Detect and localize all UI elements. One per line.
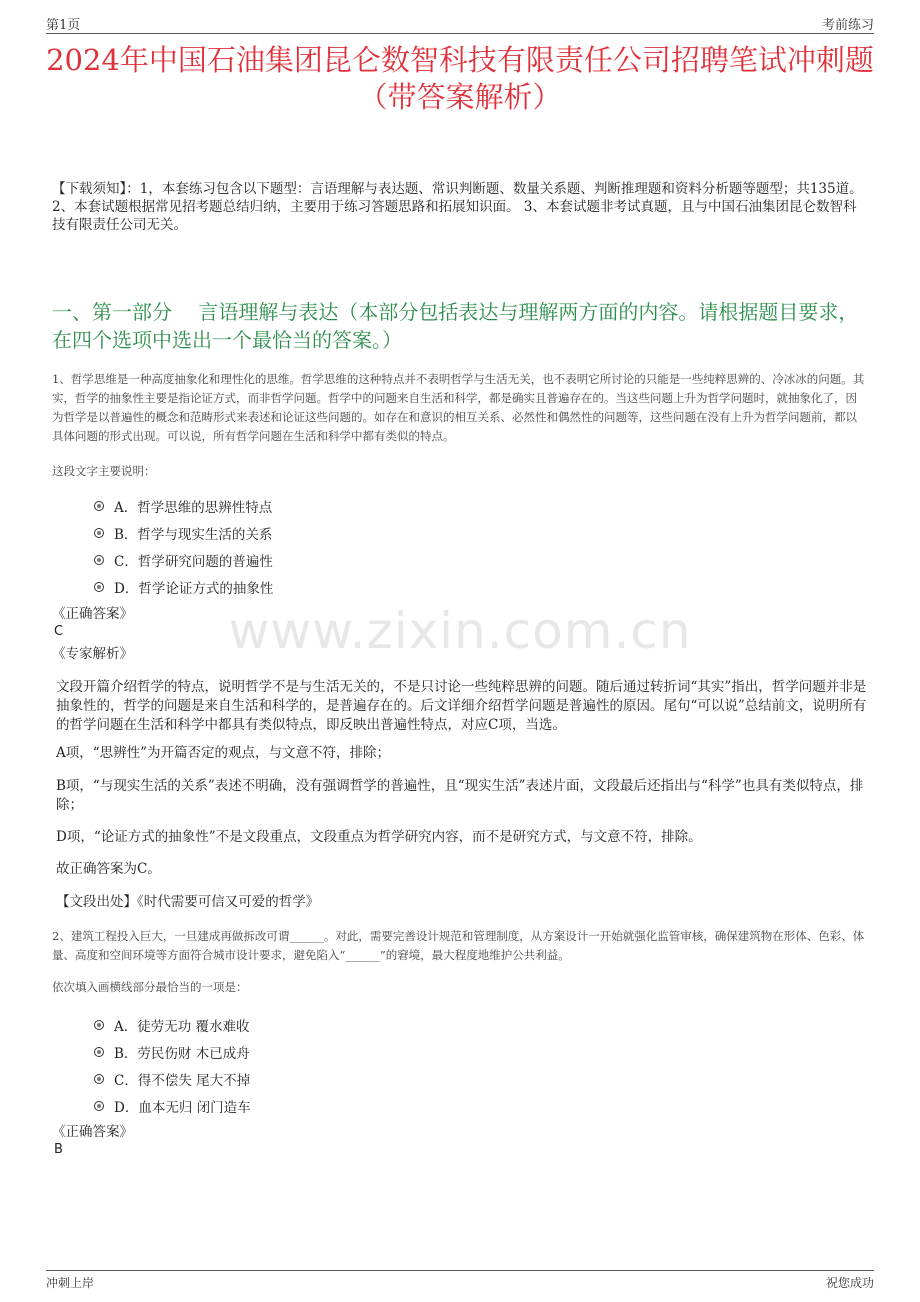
analysis-paragraph: A项，“思辨性”为开篇否定的观点，与文意不符，排除；: [56, 745, 391, 761]
option-c[interactable]: [92, 547, 412, 574]
question-2-prompt: 依次填入画横线部分最恰当的一项是：: [52, 980, 248, 994]
answer-label: 《正确答案》: [52, 1124, 133, 1140]
footer-right: 祝您成功: [825, 1276, 874, 1290]
download-notice: 【下载须知】：1，本套练习包含以下题型：言语理解与表达题、常识判断题、数量关系题、判断推理题和资料分析题等题型；共135道。 2、本套试题根据常见招考题总结归纳，主要用于练习答题思路和拓展知识面。 3、本套试题非考试真题，且与中国石油集团昆仑数智科技有限责任公司无关。: [52, 181, 863, 233]
option-label: C．得不偿失 尾大不掉: [114, 1073, 251, 1089]
answer-label: 《正确答案》: [52, 606, 133, 622]
question-2-text: 2、建筑工程投入巨大，一旦建成再做拆改可谓______。对此，需要完善设计规范和管理制度，从方案设计一开始就强化监管审核，确保建筑物在形体、色彩、体量、高度和空间环境等方面符合城市设计要求，避免陷入“______”的窘境，最大程度地维护公共利益。: [52, 929, 865, 962]
radio-icon[interactable]: [94, 1101, 104, 1111]
option-label: D．血本无归 闭门造车: [114, 1100, 251, 1116]
document-title: 2024年中国石油集团昆仑数智科技有限责任公司招聘笔试冲刺题（带答案解析）: [46, 43, 874, 114]
option-label: A．哲学思维的思辨性特点: [114, 500, 273, 516]
radio-icon[interactable]: [94, 555, 104, 565]
radio-icon[interactable]: [94, 582, 104, 592]
radio-icon[interactable]: [94, 501, 104, 511]
radio-icon[interactable]: [94, 1074, 104, 1084]
watermark: www.zixin.com.cn: [228, 602, 692, 660]
page-number: 第1页: [46, 18, 81, 33]
answer-value: B: [54, 1142, 63, 1157]
question-2-options: [92, 1012, 412, 1120]
radio-icon[interactable]: [94, 1020, 104, 1030]
page-header: [46, 14, 874, 34]
section-heading: 一、第一部分 言语理解与表达（本部分包括表达与理解两方面的内容。请根据题目要求，在四个选项中选出一个最恰当的答案。）: [52, 300, 859, 352]
analysis-paragraph: B项，“与现实生活的关系”表述不明确，没有强调哲学的普遍性，且“现实生活”表述片面，文段最后还指出与“科学”也具有类似特点，排除；: [56, 778, 864, 813]
analysis-paragraph: 文段开篇介绍哲学的特点，说明哲学不是与生活无关的，不是只讨论一些纯粹思辨的问题。随后通过转折词“其实”指出，哲学问题并非是抽象性的，哲学的问题是来自生活和科学的，是普遍存在的。后文详细介绍哲学问题是普遍性的原因。尾句“可以说”总结前文，说明所有的哲学问题在生活和科学中都具有类似特点，即反映出普遍性特点，对应C项，当选。: [56, 679, 867, 733]
radio-icon[interactable]: [94, 1047, 104, 1057]
question-1-options: [92, 493, 412, 601]
option-b[interactable]: [92, 1039, 412, 1066]
source-line: 【文段出处】《时代需要可信又可爱的哲学》: [56, 894, 320, 910]
option-label: A．徒劳无功 覆水难收: [114, 1019, 250, 1035]
option-label: C．哲学研究问题的普遍性: [114, 554, 273, 570]
analysis-paragraph: D项，“论证方式的抽象性”不是文段重点，文段重点为哲学研究内容，而不是研究方式，与文意不符，排除。: [56, 829, 702, 845]
option-d[interactable]: [92, 574, 412, 601]
header-divider: [46, 33, 874, 34]
radio-icon[interactable]: [94, 528, 104, 538]
option-label: D．哲学论证方式的抽象性: [114, 581, 274, 597]
option-a[interactable]: [92, 493, 412, 520]
option-label: B．哲学与现实生活的关系: [114, 527, 273, 543]
footer-divider: [46, 1270, 874, 1271]
question-1-text: 1、哲学思维是一种高度抽象化和理性化的思维。哲学思维的这种特点并不表明哲学与生活无关，也不表明它所讨论的只能是一些纯粹思辨的、冷冰冰的问题。其实，哲学的抽象性主要是指论证方式，而非哲学问题。哲学中的问题来自生活和科学，都是确实且普遍存在的。当这些问题上升为哲学问题时，就抽象化了，因为哲学是以普遍性的概念和范畴形式来表述和论证这些问题的。如存在和意识的相互关系、必然性和偶然性的问题等，这些问题在没有上升为哲学问题前，都以具体问题的形式出现。可以说，所有哲学问题在生活和科学中都有类似的特点。: [52, 372, 865, 443]
footer-left: 冲刺上岸: [46, 1276, 95, 1290]
option-c[interactable]: [92, 1066, 412, 1093]
page-footer: [46, 1274, 874, 1294]
analysis-conclusion: 故正确答案为C。: [56, 861, 161, 877]
option-b[interactable]: [92, 520, 412, 547]
header-label: 考前练习: [821, 18, 874, 33]
option-label: B．劳民伤财 木已成舟: [114, 1046, 250, 1062]
option-d[interactable]: [92, 1093, 412, 1120]
answer-value: C: [54, 624, 64, 639]
option-a[interactable]: [92, 1012, 412, 1039]
question-1-prompt: 这段文字主要说明：: [52, 464, 156, 478]
analysis-label: 《专家解析》: [52, 646, 133, 662]
